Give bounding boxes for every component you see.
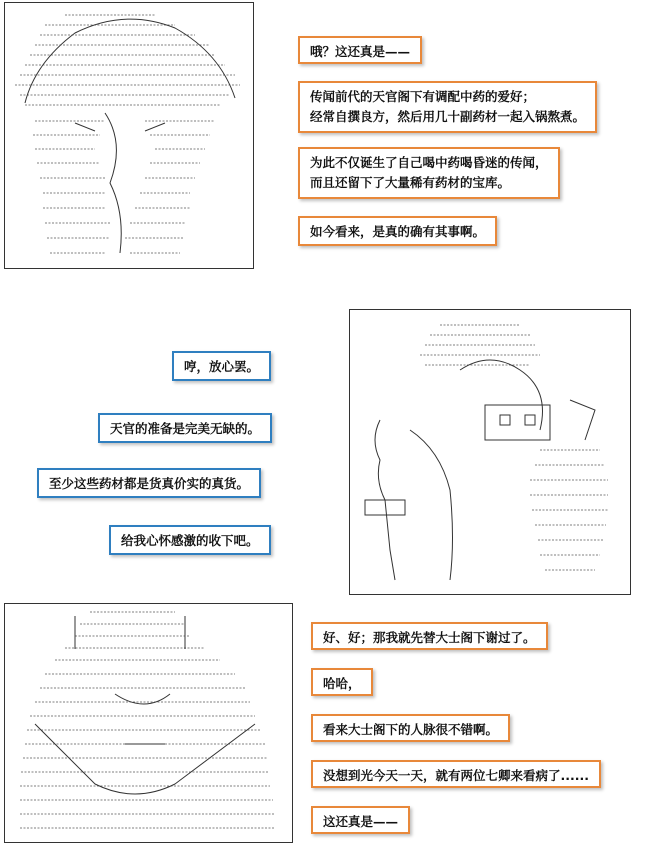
bubble-text: 为此不仅诞生了自己喝中药喝昏迷的传闻，	[310, 155, 548, 170]
bubble-text: 没想到光今天一天，就有	[323, 768, 461, 783]
bubble-text: 哦？这还真是——	[310, 44, 411, 59]
speech-bubble	[311, 668, 373, 696]
speech-bubble	[172, 351, 271, 381]
bubble-text: 天官的准备是完美无缺的。	[110, 421, 261, 436]
bubble-emphasis: 两位七卿	[460, 768, 511, 783]
bubble-text: 如今看来，是真的确有其事啊。	[310, 224, 486, 239]
ascii-art-panel-3	[4, 603, 293, 843]
bubble-text: 好、好；那我就先替大士阁下谢过了。	[323, 630, 536, 645]
speech-bubble	[298, 36, 422, 64]
speech-bubble	[298, 216, 497, 246]
bubble-text: 哼，放心罢。	[184, 359, 260, 374]
bubble-text: 经常自撰良方，然后用几十副药材一起入锅熬煮。	[310, 109, 586, 124]
speech-bubble	[37, 468, 261, 498]
bubble-text: 这还真是——	[323, 814, 399, 829]
speech-bubble	[311, 622, 548, 650]
bubble-text: 看来大士阁下的人脉很不错啊。	[323, 722, 499, 737]
bubble-text: 来看病了......	[510, 768, 590, 783]
bubble-text: 哈哈，	[323, 676, 361, 691]
speech-bubble	[311, 714, 510, 742]
bubble-text: 。	[236, 476, 250, 491]
speech-bubble	[311, 760, 601, 788]
ascii-art-figure-2	[350, 310, 630, 594]
ascii-art-figure-1	[5, 3, 253, 268]
speech-bubble	[109, 525, 271, 555]
ascii-art-panel-2	[349, 309, 631, 595]
bubble-text: 至少这些药材都是货真价实的	[49, 476, 212, 491]
speech-bubble	[98, 413, 272, 443]
bubble-text: 而且还留下了大量稀有药材的宝库。	[310, 175, 511, 190]
bubble-text-line	[323, 766, 589, 786]
ascii-art-figure-3	[5, 604, 292, 842]
bubble-text: 传闻前代的天官阁下有调配中药的爱好；	[310, 89, 536, 104]
bubble-text-line	[49, 474, 249, 494]
speech-bubble	[311, 806, 410, 834]
bubble-emphasis: 真货	[211, 476, 237, 491]
speech-bubble	[298, 147, 560, 199]
speech-bubble	[298, 81, 597, 133]
bubble-text: 给我心怀感激的收下吧。	[121, 533, 259, 548]
ascii-art-panel-1	[4, 2, 254, 269]
